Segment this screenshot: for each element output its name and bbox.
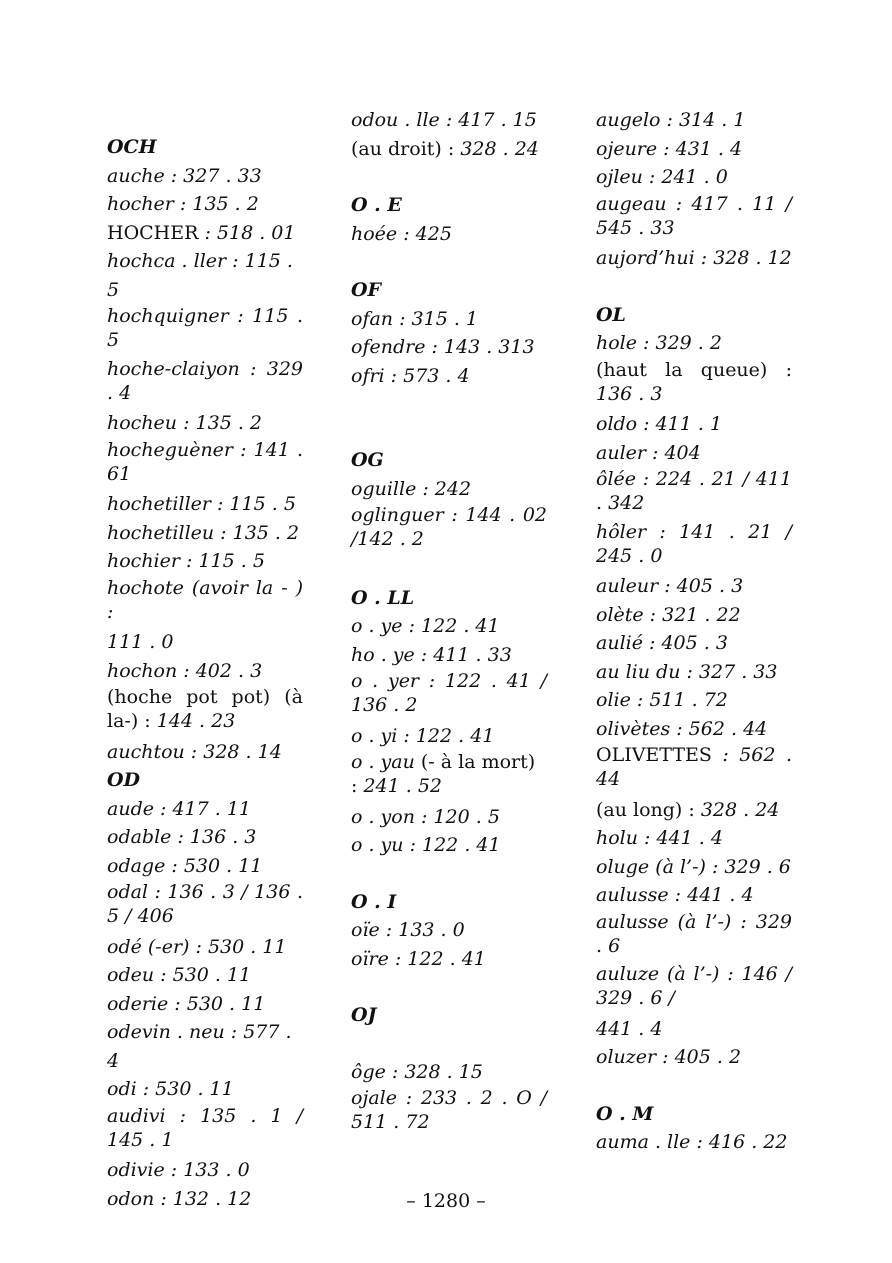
index-entry: olivètes : 562 . 44 bbox=[596, 717, 768, 740]
section-heading-o-ll: O . LL bbox=[351, 586, 415, 609]
index-entry: oglinguer : 144 . 02 /142 . 2 bbox=[351, 504, 547, 550]
index-column-2 bbox=[351, 106, 547, 1139]
index-entry: odable : 136 . 3 bbox=[107, 826, 257, 848]
index-entry: auleur : 405 . 3 bbox=[596, 575, 744, 597]
index-entry: odou . lle : 417 . 15 bbox=[351, 109, 537, 131]
index-entry: hôler : 141 . 21 / 245 . 0 bbox=[596, 520, 792, 567]
index-entry: hochon : 402 . 3 bbox=[107, 659, 263, 682]
index-entry: oïre : 122 . 41 bbox=[351, 947, 486, 970]
index-entry: HOCHER : 518 . 01 bbox=[107, 221, 296, 244]
index-entry: odevin . neu : 577 . 4 bbox=[107, 1021, 292, 1072]
index-entry: aulusse : 441 . 4 bbox=[596, 884, 754, 906]
index-entry: (hoche pot pot) (à la-) : 144 . 23 bbox=[107, 686, 303, 732]
spacer bbox=[351, 973, 547, 1001]
index-entry: ofan : 315 . 1 bbox=[351, 307, 478, 330]
index-entry: oluge (à l’-) : 329 . 6 bbox=[596, 855, 791, 878]
index-entry: holu : 441 . 4 bbox=[596, 827, 723, 849]
index-entry: aujord’hui : 328 . 12 bbox=[596, 247, 792, 269]
index-column-1 bbox=[107, 133, 303, 1213]
index-entry: auchtou : 328 . 14 bbox=[107, 740, 282, 763]
section-heading-och: OCH bbox=[107, 136, 157, 158]
index-entry: augeau : 417 . 11 / 545 . 33 bbox=[596, 192, 792, 239]
index-entry: hochquigner : 115 . 5 bbox=[107, 305, 303, 351]
index-entry: hoche-claiyon : 329 . 4 bbox=[107, 357, 303, 404]
section-heading-o-i: O . I bbox=[351, 890, 397, 913]
spacer bbox=[596, 273, 792, 301]
index-entry: o . yer : 122 . 41 / 136 . 2 bbox=[351, 670, 547, 716]
index-entry: odivie : 133 . 0 bbox=[107, 1159, 250, 1181]
section-heading-og: OG bbox=[351, 449, 384, 471]
index-entry: ojale : 233 . 2 . O / 511 . 72 bbox=[351, 1087, 547, 1133]
index-entry: o . yau (- à la mort) : 241 . 52 bbox=[351, 751, 536, 797]
section-heading-oj: OJ bbox=[351, 1004, 377, 1026]
spacer bbox=[351, 390, 547, 446]
spacer bbox=[596, 1072, 792, 1100]
index-entry: hocher : 135 . 2 bbox=[107, 193, 259, 215]
index-entry: oderie : 530 . 11 bbox=[107, 992, 266, 1015]
index-entry: hocheguèner : 141 . 61 bbox=[107, 438, 303, 485]
index-entry: augelo : 314 . 1 bbox=[596, 109, 746, 131]
index-entry: 111 . 0 bbox=[107, 631, 174, 653]
index-entry: odeu : 530 . 11 bbox=[107, 964, 252, 986]
index-entry: ho . ye : 411 . 33 bbox=[351, 643, 512, 666]
spacer bbox=[351, 1030, 547, 1058]
index-entry: oïe : 133 . 0 bbox=[351, 919, 465, 941]
index-entry: ofri : 573 . 4 bbox=[351, 364, 470, 387]
index-entry: o . yi : 122 . 41 bbox=[351, 724, 495, 747]
index-entry: auma . lle : 416 . 22 bbox=[596, 1131, 788, 1153]
index-entry: ôge : 328 . 15 bbox=[351, 1060, 483, 1083]
section-heading-od: OD bbox=[107, 769, 141, 791]
index-entry: OLIVETTES : 562 . 44 bbox=[596, 744, 792, 790]
index-entry: aude : 417 . 11 bbox=[107, 797, 252, 820]
index-entry: 441 . 4 bbox=[596, 1017, 663, 1040]
index-entry: ôlée : 224 . 21 / 411 . 342 bbox=[596, 468, 792, 514]
index-entry: oguille : 242 bbox=[351, 477, 472, 500]
section-heading-of: OF bbox=[351, 279, 382, 301]
index-entry: auler : 404 bbox=[596, 441, 701, 464]
index-entry: odal : 136 . 3 / 136 . 5 / 406 bbox=[107, 881, 303, 927]
index-entry: oldo : 411 . 1 bbox=[596, 413, 723, 435]
index-entry: odage : 530 . 11 bbox=[107, 854, 263, 877]
index-entry: odi : 530 . 11 bbox=[107, 1078, 234, 1100]
index-entry: ojeure : 431 . 4 bbox=[596, 137, 743, 160]
section-heading-o-m: O . M bbox=[596, 1102, 654, 1125]
index-entry: hochetiller : 115 . 5 bbox=[107, 493, 296, 515]
section-heading-o-e: O . E bbox=[351, 194, 402, 216]
index-entry: aulusse (à l’-) : 329 . 6 bbox=[596, 910, 792, 957]
index-entry: olète : 321 . 22 bbox=[596, 603, 741, 626]
index-entry: odé (-er) : 530 . 11 bbox=[107, 935, 287, 958]
index-entry: ofendre : 143 . 313 bbox=[351, 336, 535, 358]
section-heading-ol: OL bbox=[596, 303, 626, 326]
index-entry: auche : 327 . 33 bbox=[107, 164, 262, 187]
index-entry: o . ye : 122 . 41 bbox=[351, 615, 500, 637]
index-entry: hochetilleu : 135 . 2 bbox=[107, 521, 300, 544]
index-column-3 bbox=[596, 106, 792, 1157]
index-entry: (au long) : 328 . 24 bbox=[596, 798, 780, 821]
index-entry: hochca . ller : 115 . 5 bbox=[107, 250, 293, 301]
index-entry: hochote (avoir la - ) : bbox=[107, 576, 303, 623]
spacer bbox=[351, 248, 547, 276]
spacer bbox=[351, 163, 547, 191]
index-entry: oluzer : 405 . 2 bbox=[596, 1046, 742, 1068]
index-entry: ojleu : 241 . 0 bbox=[596, 166, 728, 188]
index-entry: (au droit) : 328 . 24 bbox=[351, 137, 539, 160]
index-entry: o . yon : 120 . 5 bbox=[351, 805, 500, 828]
index-entry: auluze (à l’-) : 146 / 329 . 6 / bbox=[596, 963, 792, 1009]
index-entry: olie : 511 . 72 bbox=[596, 689, 728, 711]
spacer bbox=[351, 556, 547, 584]
index-entry: hoée : 425 bbox=[351, 222, 452, 245]
index-entry: au liu du : 327 . 33 bbox=[596, 660, 778, 683]
index-entry: audivi : 135 . 1 / 145 . 1 bbox=[107, 1104, 303, 1151]
index-entry: odon : 132 . 12 bbox=[107, 1187, 252, 1210]
index-entry: hochier : 115 . 5 bbox=[107, 550, 265, 572]
spacer bbox=[351, 860, 547, 888]
index-entry: hocheu : 135 . 2 bbox=[107, 412, 262, 434]
index-entry: hole : 329 . 2 bbox=[596, 332, 722, 354]
page-number: – 1280 – bbox=[406, 1190, 486, 1212]
index-entry: (haut la queue) : 136 . 3 bbox=[596, 358, 792, 405]
index-entry: o . yu : 122 . 41 bbox=[351, 834, 501, 856]
index-entry: aulié : 405 . 3 bbox=[596, 632, 728, 654]
